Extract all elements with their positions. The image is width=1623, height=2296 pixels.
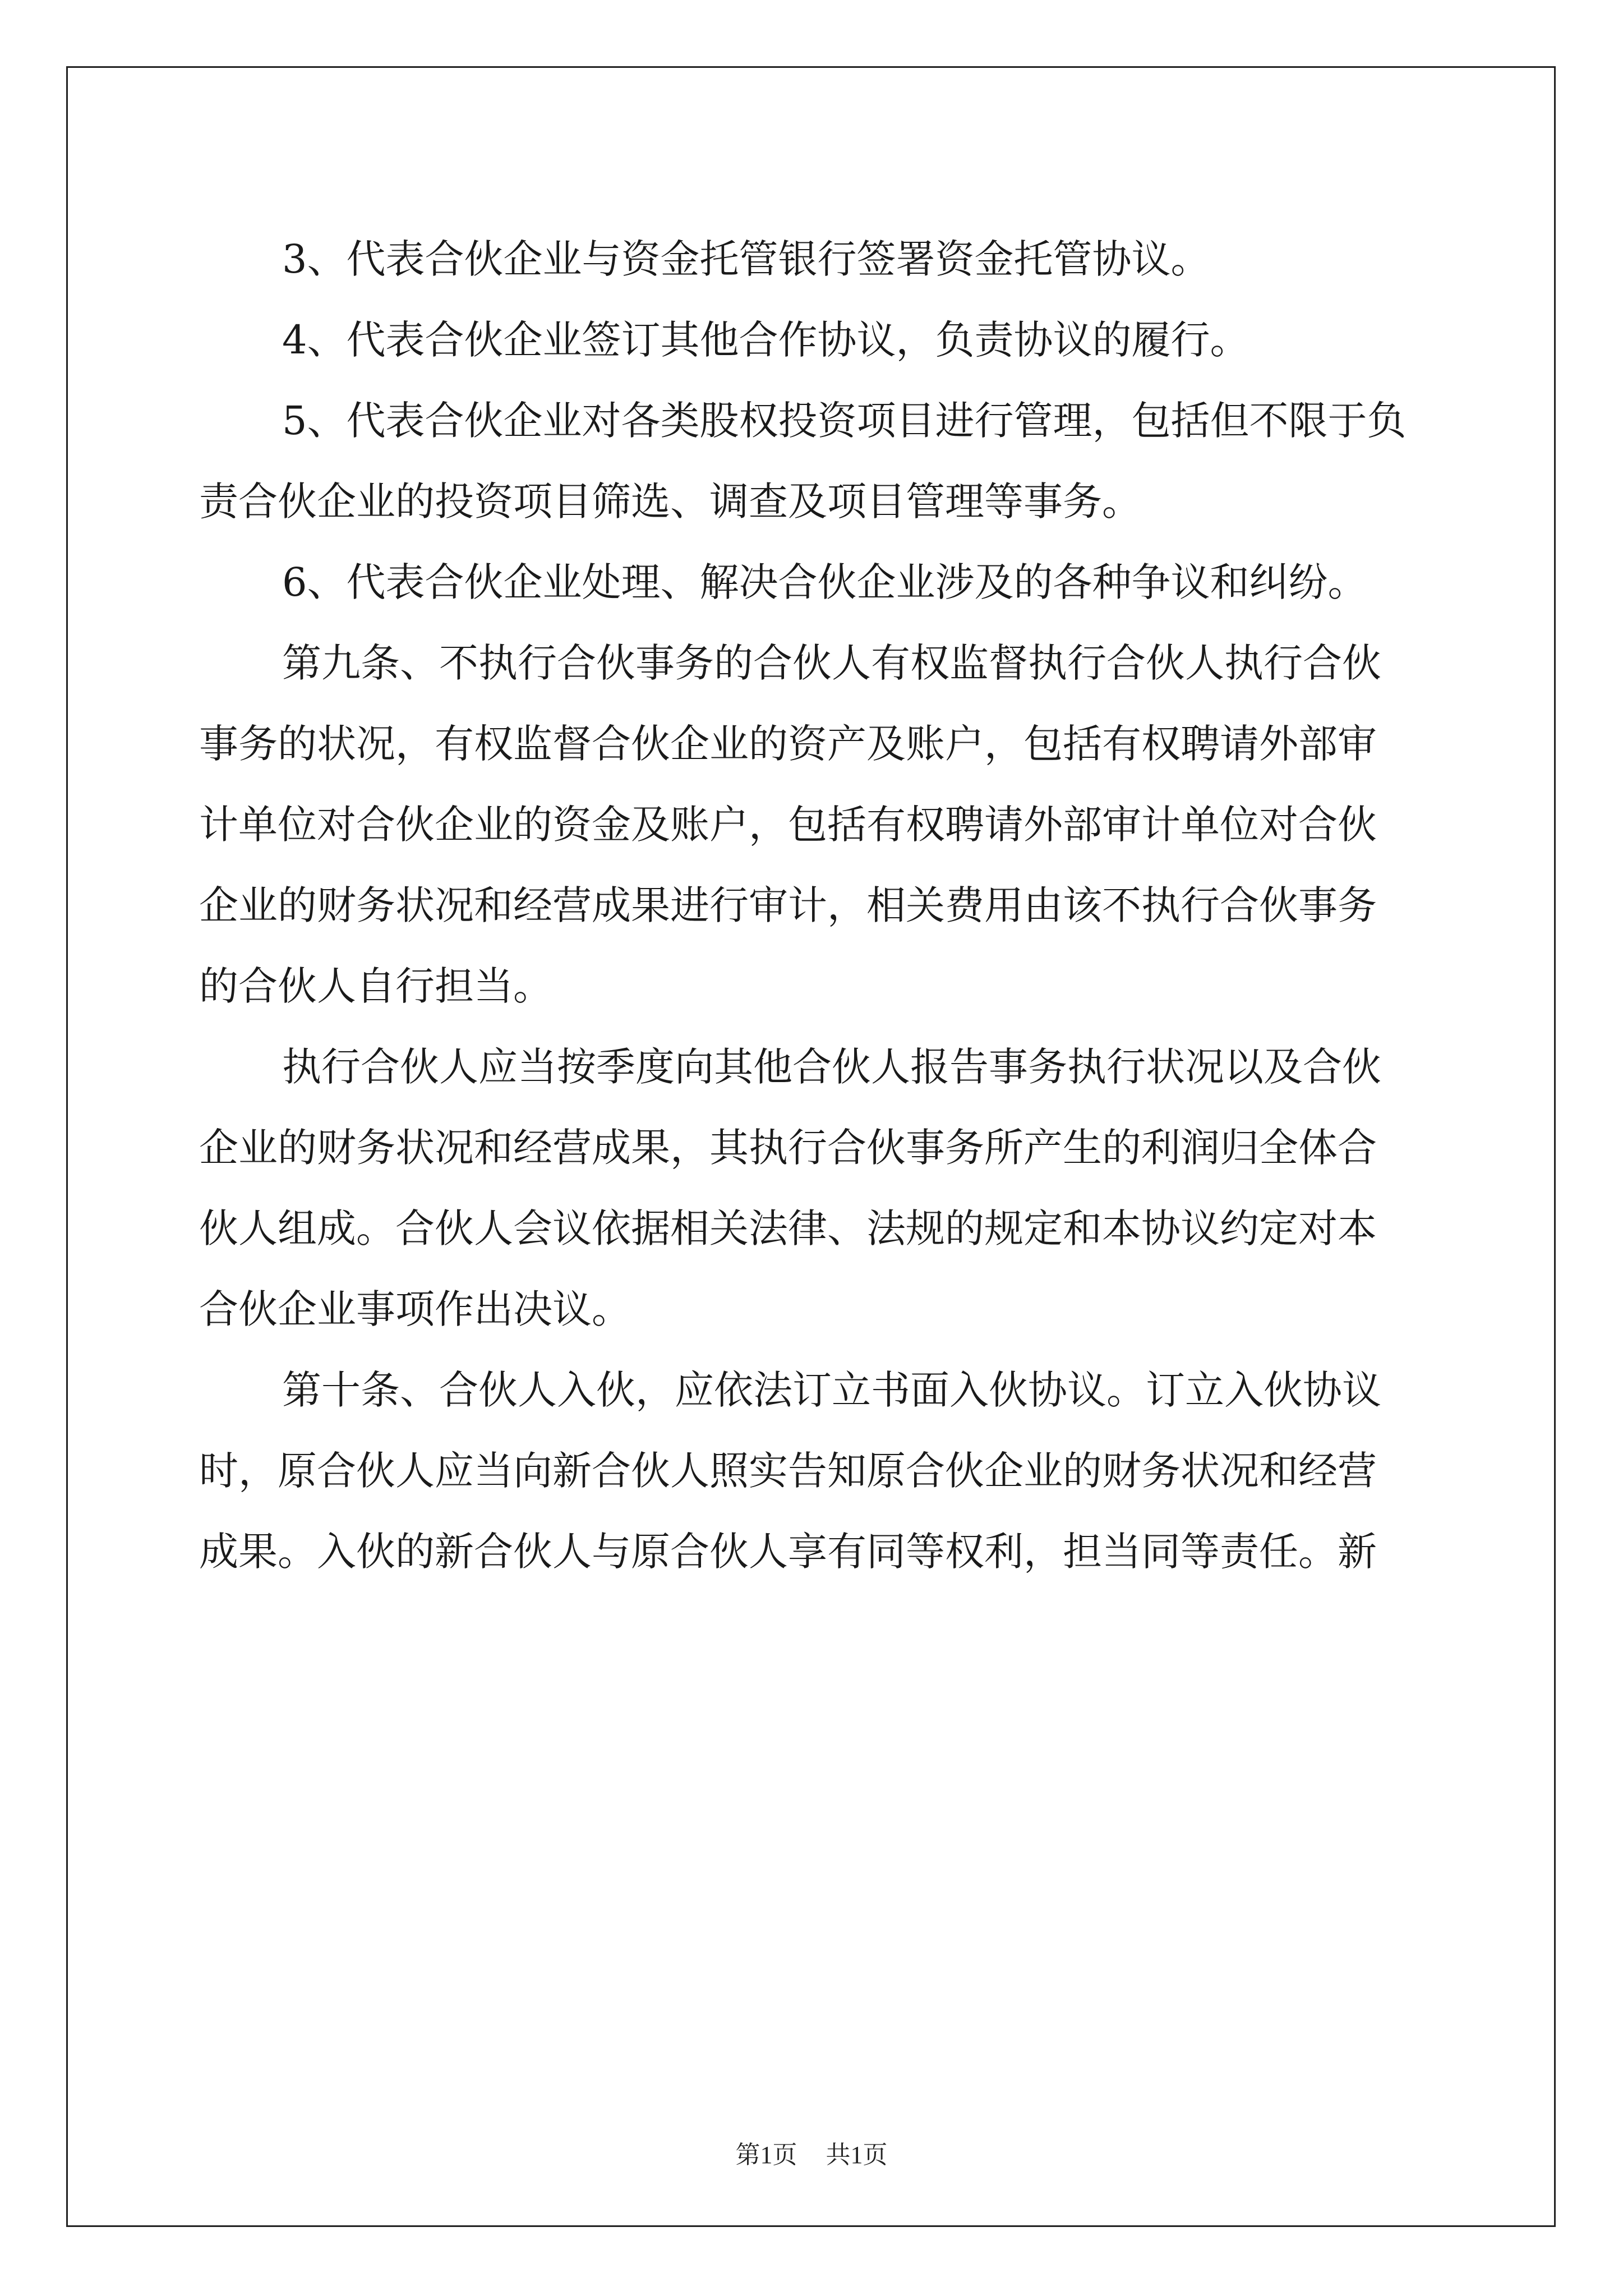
text-line: 时，原合伙人应当向新合伙人照实告知原合伙企业的财务状况和经营 bbox=[199, 1448, 1377, 1494]
text-line: 成果。入伙的新合伙人与原合伙人享有同等权利，担当同等责任。新 bbox=[199, 1529, 1377, 1575]
text-line: 的合伙人自行担当。 bbox=[199, 963, 552, 1009]
text-line: 伙人组成。合伙人会议依据相关法律、法规的规定和本协议约定对本 bbox=[199, 1205, 1377, 1251]
page-footer bbox=[0, 2138, 1623, 2172]
text-line: 第十条、合伙人入伙，应依法订立书面入伙协议。订立入伙协议 bbox=[282, 1367, 1381, 1413]
text-line: 6、代表合伙企业处理、解决合伙企业涉及的各种争议和纠纷。 bbox=[282, 559, 1367, 605]
text-line: 企业的财务状况和经营成果进行审计，相关费用由该不执行合伙事务 bbox=[199, 882, 1377, 928]
page-number: 第1页 bbox=[735, 2141, 797, 2169]
text-line: 4、代表合伙企业签订其他合作协议，负责协议的履行。 bbox=[282, 317, 1249, 363]
text-line: 3、代表合伙企业与资金托管银行签署资金托管协议。 bbox=[282, 236, 1210, 282]
page-total: 共1页 bbox=[826, 2141, 888, 2169]
text-line: 企业的财务状况和经营成果，其执行合伙事务所产生的利润归全体合 bbox=[199, 1125, 1377, 1171]
text-line: 事务的状况，有权监督合伙企业的资产及账户，包括有权聘请外部审 bbox=[199, 721, 1377, 767]
text-line: 第九条、不执行合伙事务的合伙人有权监督执行合伙人执行合伙 bbox=[282, 640, 1381, 686]
text-line: 计单位对合伙企业的资金及账户，包括有权聘请外部审计单位对合伙 bbox=[199, 802, 1377, 848]
document-body bbox=[199, 219, 1427, 1592]
text-line: 5、代表合伙企业对各类股权投资项目进行管理，包括但不限于负 bbox=[282, 398, 1407, 444]
text-line: 责合伙企业的投资项目筛选、调查及项目管理等事务。 bbox=[199, 478, 1141, 524]
text-line: 执行合伙人应当按季度向其他合伙人报告事务执行状况以及合伙 bbox=[282, 1044, 1381, 1090]
text-line: 合伙企业事项作出决议。 bbox=[199, 1286, 631, 1332]
